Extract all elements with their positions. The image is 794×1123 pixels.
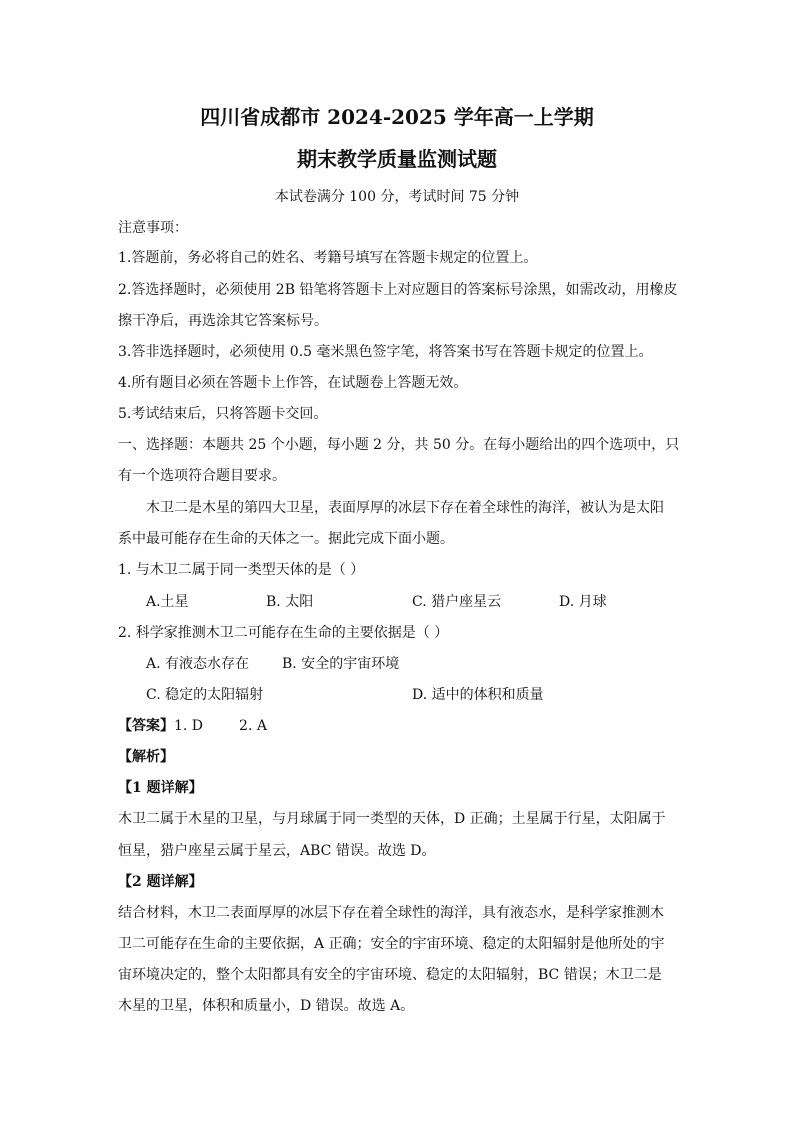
- detail-2-text: 宙环境决定的，整个太阳都具有安全的宇宙环境、稳定的太阳辐射，BC 错误；木卫二是: [118, 967, 662, 983]
- detail-1-label: 【1 题详解】: [118, 780, 203, 796]
- note-item: 1.答题前，务必将自己的姓名、考籍号填写在答题卡规定的位置上。: [118, 250, 538, 266]
- note-item: 3.答非选择题时，必须使用 0.5 毫米黑色签字笔，将答案书写在答题卡规定的位置上。: [118, 344, 653, 360]
- detail-1-text: 木卫二属于木星的卫星，与月球属于同一类型的天体，D 正确；土星属于行星，太阳属于: [118, 811, 666, 827]
- note-item: 擦干净后，再选涂其它答案标号。: [118, 313, 328, 329]
- question-2-option-a: A. 有液态水存在: [146, 656, 250, 672]
- page-title: 四川省成都市 2024-2025 学年高一上学期: [200, 105, 594, 129]
- answer-line: [118, 717, 267, 735]
- answer-1: 1. D: [174, 718, 204, 734]
- question-2-option-b: B. 安全的宇宙环境: [282, 656, 400, 672]
- exam-info: 本试卷满分 100 分，考试时间 75 分钟: [274, 189, 520, 205]
- page-subtitle-title: 期末教学质量监测试题: [297, 147, 497, 171]
- detail-1-text: 恒星，猎户座星云属于星云，ABC 错误。故选 D。: [118, 843, 436, 859]
- analysis-label: 【解析】: [118, 749, 174, 765]
- question-1-option-d: D. 月球: [559, 594, 607, 610]
- detail-2-label: 【2 题详解】: [118, 874, 203, 890]
- section-heading-cont: 有一个选项符合题目要求。: [118, 468, 286, 484]
- note-item: 2.答选择题时，必须使用 2B 铅笔将答题卡上对应题目的答案标号涂黑，如需改动，用橡皮: [118, 282, 678, 298]
- detail-2-text: 结合材料，木卫二表面厚厚的冰层下存在着全球性的海洋，具有液态水，是科学家推测木: [118, 905, 664, 921]
- question-1-option-a: A.土星: [146, 594, 189, 610]
- note-item: 5.考试结束后，只将答题卡交回。: [118, 406, 328, 422]
- notes-heading: 注意事项：: [118, 220, 188, 236]
- question-2-stem: 2. 科学家推测木卫二可能存在生命的主要依据是（ ）: [118, 625, 449, 641]
- question-1-option-b: B. 太阳: [266, 594, 314, 610]
- question-1-option-c: C. 猎户座星云: [412, 594, 502, 610]
- question-1-stem: 1. 与木卫二属于同一类型天体的是（ ）: [118, 562, 365, 578]
- section-heading: 一、选择题：本题共 25 个小题，每小题 2 分，共 50 分。在每小题给出的四个选项中，只: [118, 437, 680, 453]
- passage-text: 系中最可能存在生命的天体之一。据此完成下面小题。: [118, 531, 454, 547]
- question-2-option-d: D. 适中的体积和质量: [412, 687, 544, 703]
- note-item: 4.所有题目必须在答题卡上作答，在试题卷上答题无效。: [118, 375, 468, 391]
- detail-2-text: 卫二可能存在生命的主要依据，A 正确；安全的宇宙环境、稳定的太阳辐射是他所处的宇: [118, 936, 665, 952]
- passage-text: 木卫二是木星的第四大卫星，表面厚厚的冰层下存在着全球性的海洋，被认为是太阳: [146, 500, 664, 516]
- answer-2: 2. A: [239, 718, 267, 734]
- detail-2-text: 木星的卫星，体积和质量小，D 错误。故选 A。: [118, 998, 415, 1014]
- question-2-option-c: C. 稳定的太阳辐射: [146, 687, 264, 703]
- answer-label: 【答案】: [118, 718, 174, 734]
